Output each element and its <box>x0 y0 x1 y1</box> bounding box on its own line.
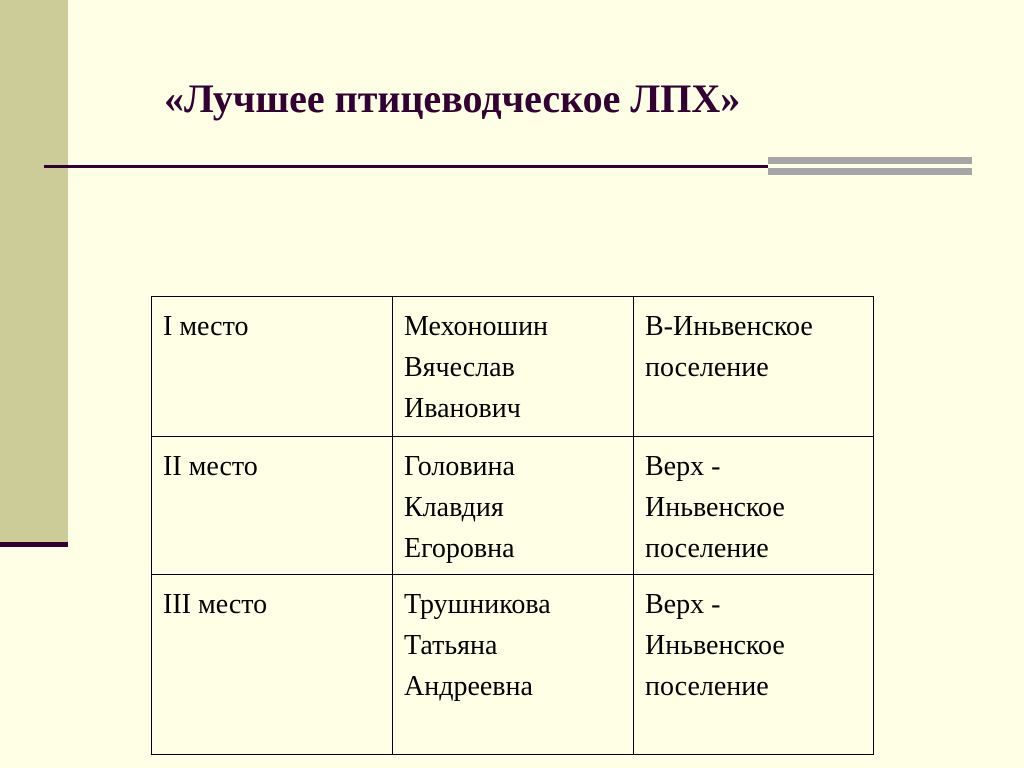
slide-title: «Лучшее птицеводческое ЛПХ» <box>164 76 741 121</box>
winner-name-cell: Головина Клавдия Егоровна <box>393 437 634 575</box>
settlement-cell: В-Иньвенское поселение <box>634 297 874 437</box>
place-cell: III место <box>152 575 393 755</box>
place-cell: II место <box>152 437 393 575</box>
winners-table <box>151 296 874 755</box>
table-row <box>152 297 874 437</box>
table-row <box>152 575 874 755</box>
table-row <box>152 437 874 575</box>
accent-bar-top <box>768 157 972 164</box>
left-band-rule <box>0 542 68 547</box>
title-accent-bars <box>768 157 972 177</box>
winner-name-cell: Мехоношин Вячеслав Иванович <box>393 297 634 437</box>
winner-name-cell: Трушникова Татьяна Андреевна <box>393 575 634 755</box>
accent-bar-bottom <box>768 168 972 175</box>
settlement-cell: Верх - Иньвенское поселение <box>634 575 874 755</box>
left-decorative-band <box>0 0 68 546</box>
place-cell: I место <box>152 297 393 437</box>
settlement-cell: Верх - Иньвенское поселение <box>634 437 874 575</box>
title-underline-rule <box>44 165 768 168</box>
